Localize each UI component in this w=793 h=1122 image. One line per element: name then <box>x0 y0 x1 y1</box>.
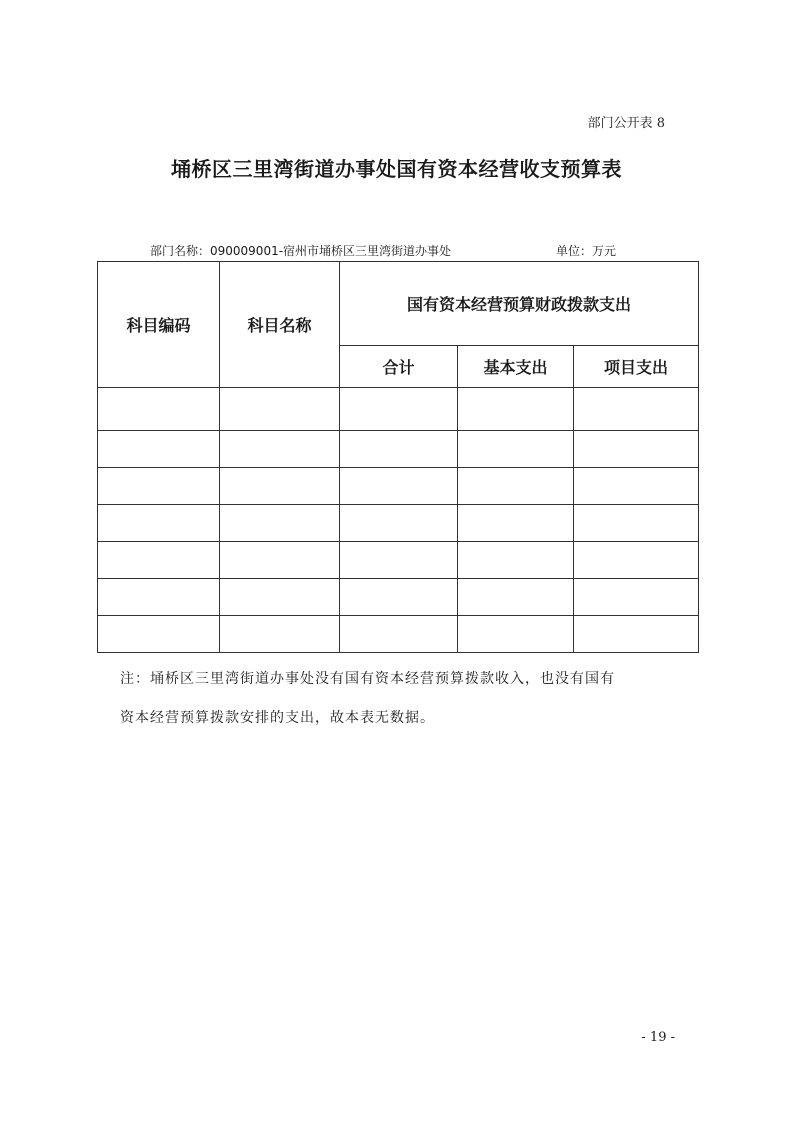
cell-code <box>98 616 220 653</box>
table-number-label: 部门公开表 8 <box>587 116 665 131</box>
cell-project <box>574 431 699 468</box>
header-total: 合计 <box>340 346 458 388</box>
table-row <box>98 542 699 579</box>
cell-code <box>98 468 220 505</box>
cell-project <box>574 616 699 653</box>
cell-project <box>574 468 699 505</box>
table-row <box>98 505 699 542</box>
header-subject-code: 科目编码 <box>98 262 220 388</box>
cell-basic <box>458 431 574 468</box>
cell-basic <box>458 388 574 431</box>
cell-name <box>220 542 340 579</box>
cell-project <box>574 388 699 431</box>
cell-name <box>220 468 340 505</box>
page-number: - 19 - <box>641 1030 675 1045</box>
cell-name <box>220 616 340 653</box>
department-name: 部门名称：090009001-宿州市埇桥区三里湾街道办事处 <box>150 244 452 258</box>
header-project-expenditure: 项目支出 <box>574 346 699 388</box>
cell-name <box>220 505 340 542</box>
cell-total <box>340 542 458 579</box>
header-subject-name: 科目名称 <box>220 262 340 388</box>
note-line-2: 资本经营预算拨款安排的支出，故本表无数据。 <box>120 710 435 726</box>
table-row <box>98 616 699 653</box>
cell-total <box>340 388 458 431</box>
cell-basic <box>458 616 574 653</box>
cell-total <box>340 616 458 653</box>
table-row <box>98 468 699 505</box>
table-row <box>98 431 699 468</box>
page-title: 埇桥区三里湾街道办事处国有资本经营收支预算表 <box>171 157 622 181</box>
cell-project <box>574 579 699 616</box>
cell-code <box>98 542 220 579</box>
cell-total <box>340 505 458 542</box>
note-line-1: 注：埇桥区三里湾街道办事处没有国有资本经营预算拨款收入，也没有国有 <box>120 671 615 687</box>
cell-total <box>340 579 458 616</box>
cell-basic <box>458 542 574 579</box>
cell-basic <box>458 505 574 542</box>
header-basic-expenditure: 基本支出 <box>458 346 574 388</box>
cell-name <box>220 579 340 616</box>
cell-project <box>574 542 699 579</box>
table-row <box>98 579 699 616</box>
unit-label: 单位：万元 <box>556 244 617 258</box>
cell-code <box>98 431 220 468</box>
cell-code <box>98 579 220 616</box>
cell-total <box>340 468 458 505</box>
table-row <box>98 388 699 431</box>
cell-code <box>98 388 220 431</box>
budget-table <box>97 261 699 653</box>
cell-project <box>574 505 699 542</box>
cell-name <box>220 388 340 431</box>
header-expenditure-group: 国有资本经营预算财政拨款支出 <box>340 262 699 346</box>
cell-total <box>340 431 458 468</box>
cell-basic <box>458 579 574 616</box>
cell-basic <box>458 468 574 505</box>
cell-code <box>98 505 220 542</box>
cell-name <box>220 431 340 468</box>
